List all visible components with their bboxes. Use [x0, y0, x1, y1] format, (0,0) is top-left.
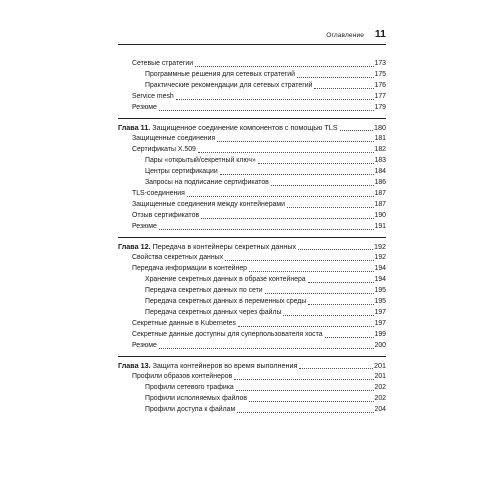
- toc-leader-dots: [159, 228, 374, 230]
- toc-leader-dots: [217, 140, 373, 142]
- toc-entry-page: 187: [374, 201, 386, 208]
- toc-entry-row[interactable]: [118, 382, 386, 393]
- toc-entry-title: Передача информации в контейнер: [132, 265, 247, 272]
- toc-entry-title: Практические рекомендации для сетевых стратегий: [145, 82, 313, 89]
- toc-chapter-heading: [118, 242, 296, 252]
- toc-entry-page: 197: [374, 320, 386, 327]
- toc-chapter-row[interactable]: [118, 360, 386, 371]
- toc-entry-title: Резюме: [132, 223, 157, 230]
- toc-entry-title: Service mesh: [132, 93, 174, 100]
- toc-entry-row[interactable]: [118, 296, 386, 307]
- toc-leader-dots: [249, 400, 373, 402]
- toc-leader-dots: [198, 151, 374, 153]
- toc-entry-title: Защищенные соединения между контейнерами: [132, 201, 285, 208]
- toc-leader-dots: [298, 248, 373, 250]
- toc-entry-title: Профили исполняемых файлов: [145, 395, 248, 402]
- toc-entry-title: Передача секретных данных в переменных среды: [145, 298, 307, 305]
- toc-entry-page: 186: [374, 179, 386, 186]
- toc-leader-dots: [176, 98, 374, 100]
- toc-entry-title: Секретные данные доступны для суперпользователя хоста: [132, 331, 323, 338]
- toc-entry-row[interactable]: [118, 155, 386, 166]
- toc-entry-page: 202: [374, 384, 386, 391]
- toc-entry-page: 176: [374, 82, 386, 89]
- toc-leader-dots: [201, 217, 373, 219]
- toc-entry-page: 173: [374, 60, 386, 67]
- toc-leader-dots: [265, 292, 374, 294]
- toc-entry-title: Пары «открытый/секретный ключ»: [145, 157, 256, 164]
- toc-entry-title: Профили доступа к файлам: [145, 406, 236, 413]
- toc-leader-dots: [297, 76, 374, 78]
- toc-entry-page: 177: [374, 93, 386, 100]
- toc-entry-row[interactable]: [118, 263, 386, 274]
- toc-entry-title: Сертификаты X.509: [132, 146, 196, 153]
- toc-entry-page: 199: [374, 331, 386, 338]
- toc-entry-page: 200: [374, 342, 386, 349]
- toc-entry-row[interactable]: [118, 393, 386, 404]
- toc-entry-page: 183: [374, 157, 386, 164]
- toc-entry-page: 195: [374, 287, 386, 294]
- toc-chapter-heading: [118, 123, 338, 133]
- toc-leader-dots: [271, 184, 374, 186]
- toc-entry-title: Защищенные соединения: [132, 135, 216, 142]
- toc-entry-page: 182: [374, 146, 386, 153]
- toc-entry-title: Секретные данные в Kubernetes: [132, 320, 236, 327]
- toc-entry-title: Резюме: [132, 104, 157, 111]
- toc-chapter-row[interactable]: [118, 241, 386, 252]
- toc-leader-dots: [234, 378, 373, 380]
- toc-entry-page: 201: [374, 373, 386, 380]
- table-of-contents: [118, 58, 386, 415]
- toc-entry-row[interactable]: [118, 80, 386, 91]
- toc-entry-row[interactable]: [118, 221, 386, 232]
- toc-entry-row[interactable]: [118, 252, 386, 263]
- toc-leader-dots: [236, 389, 374, 391]
- toc-chapter-row[interactable]: [118, 122, 386, 133]
- toc-entry-page: 181: [374, 135, 386, 142]
- page-number: 11: [374, 28, 386, 40]
- toc-leader-dots: [249, 270, 374, 272]
- toc-entry-title: Передача секретных данных по сети: [145, 287, 263, 294]
- toc-leader-dots: [308, 281, 374, 283]
- toc-entry-row[interactable]: [118, 166, 386, 177]
- toc-chapter-heading: [118, 361, 297, 371]
- toc-entry-page: 197: [374, 309, 386, 316]
- toc-entry-row[interactable]: [118, 404, 386, 415]
- toc-chapter-page: 180: [374, 123, 386, 132]
- toc-entry-row[interactable]: [118, 274, 386, 285]
- toc-entry-page: 175: [374, 71, 386, 78]
- toc-entry-page: 194: [374, 276, 386, 283]
- toc-entry-title: Сетевые стратегии: [132, 60, 194, 67]
- toc-chapter-page: 201: [374, 361, 386, 370]
- toc-entry-page: 204: [374, 406, 386, 413]
- toc-entry-row[interactable]: [118, 133, 386, 144]
- running-header: [118, 28, 386, 45]
- toc-leader-dots: [299, 367, 373, 369]
- toc-entry-page: 202: [374, 395, 386, 402]
- toc-chapter-title: Передача в контейнеры секретных данных: [152, 242, 297, 251]
- chapter-divider: [118, 356, 386, 357]
- toc-leader-dots: [237, 411, 373, 413]
- toc-leader-dots: [258, 162, 374, 164]
- toc-chapter-title: Защита контейнеров во время выполнения: [152, 361, 298, 370]
- toc-entry-page: 190: [374, 212, 386, 219]
- toc-entry-title: Хранение секретных данных в образе контейнера: [145, 276, 306, 283]
- toc-entry-row[interactable]: [118, 144, 386, 155]
- toc-entry-row[interactable]: [118, 318, 386, 329]
- toc-leader-dots: [314, 87, 373, 89]
- toc-entry-row[interactable]: [118, 371, 386, 382]
- toc-entry-row[interactable]: [118, 58, 386, 69]
- toc-leader-dots: [220, 173, 374, 175]
- toc-leader-dots: [195, 65, 373, 67]
- running-header-title: Оглавление: [326, 32, 364, 39]
- toc-chapter-title: Защищенное соединение компонентов с помощью TLS: [152, 123, 338, 132]
- toc-leader-dots: [325, 336, 374, 338]
- toc-leader-dots: [283, 314, 373, 316]
- toc-entry-title: Центры сертификации: [145, 168, 218, 175]
- toc-entry-row[interactable]: [118, 188, 386, 199]
- toc-entry-title: Свойства секретных данных: [132, 254, 224, 261]
- toc-chapter-page: 192: [374, 242, 386, 251]
- chapter-divider: [118, 118, 386, 119]
- toc-entry-row[interactable]: [118, 69, 386, 80]
- toc-entry-page: 195: [374, 298, 386, 305]
- toc-leader-dots: [187, 195, 374, 197]
- toc-entry-page: 191: [374, 223, 386, 230]
- toc-entry-title: TLS-соединения: [132, 190, 185, 197]
- toc-entry-page: 194: [374, 265, 386, 272]
- toc-entry-row[interactable]: [118, 329, 386, 340]
- toc-entry-title: Передача секретных данных через файлы: [145, 309, 282, 316]
- toc-entry-row[interactable]: [118, 102, 386, 113]
- toc-leader-dots: [159, 109, 374, 111]
- toc-entry-row[interactable]: [118, 307, 386, 318]
- toc-entry-title: Профили образов контейнеров: [132, 373, 233, 380]
- toc-entry-title: Отзыв сертификатов: [132, 212, 200, 219]
- toc-chapter-label: Глава 12.: [118, 242, 151, 251]
- toc-entry-page: 192: [374, 254, 386, 261]
- toc-entry-page: 187: [374, 190, 386, 197]
- toc-chapter-label: Глава 11.: [118, 123, 151, 132]
- chapter-divider: [118, 237, 386, 238]
- toc-leader-dots: [287, 206, 374, 208]
- toc-entry-row[interactable]: [118, 199, 386, 210]
- toc-entry-title: Запросы на подписание сертификатов: [145, 179, 269, 186]
- toc-entry-row[interactable]: [118, 91, 386, 102]
- toc-entry-title: Программные решения для сетевых стратегий: [145, 71, 295, 78]
- toc-leader-dots: [159, 347, 374, 349]
- toc-leader-dots: [225, 259, 373, 261]
- toc-entry-row[interactable]: [118, 285, 386, 296]
- toc-entry-row[interactable]: [118, 340, 386, 351]
- toc-entry-row[interactable]: [118, 177, 386, 188]
- toc-leader-dots: [308, 303, 373, 305]
- toc-entry-title: Профили сетевого трафика: [145, 384, 234, 391]
- toc-entry-row[interactable]: [118, 210, 386, 221]
- toc-chapter-label: Глава 13.: [118, 361, 151, 370]
- toc-entry-page: 184: [374, 168, 386, 175]
- toc-leader-dots: [340, 129, 373, 131]
- toc-entry-page: 179: [374, 104, 386, 111]
- toc-entry-title: Резюме: [132, 342, 157, 349]
- toc-leader-dots: [238, 325, 374, 327]
